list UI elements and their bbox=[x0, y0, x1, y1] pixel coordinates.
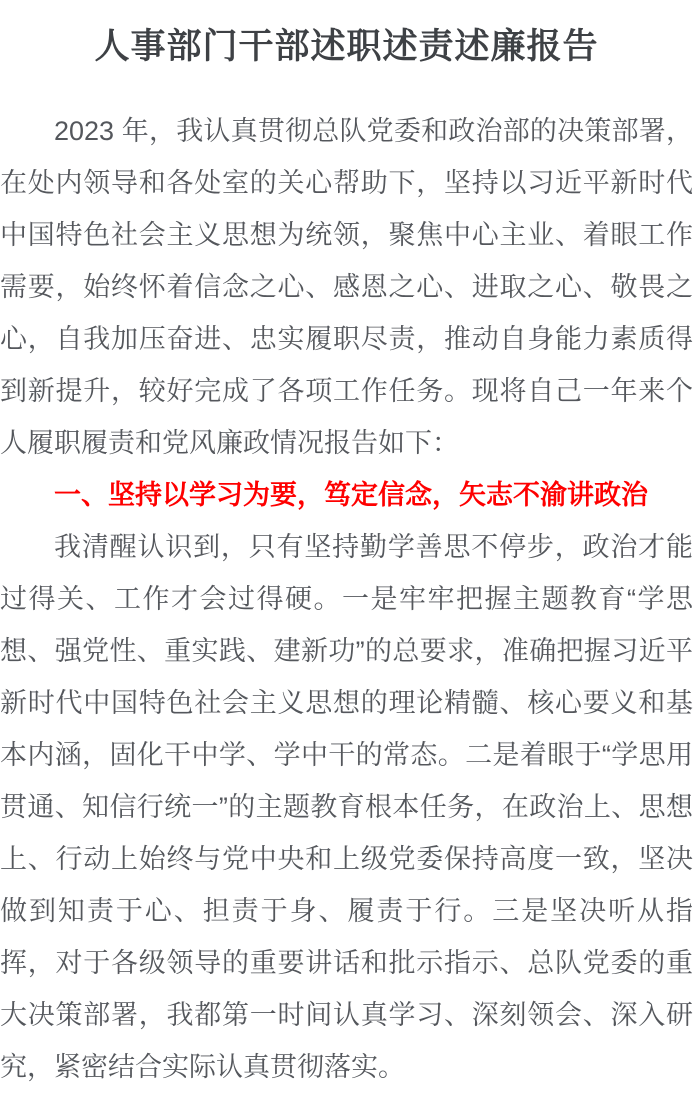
paragraph-intro: 2023 年，我认真贯彻总队党委和政治部的决策部署，在处内领导和各处室的关心帮助下，坚持以习近平新时代中国特色社会主义思想为统领，聚焦中心主业、着眼工作需要，始终怀着信念之心、感恩之心、进取之心、敬畏之心，自我加压奋进、忠实履职尽责，推动自身能力素质得到新提升，较好完成了各项工作任务。现将自己一年来个人履职履责和党风廉政情况报告如下： bbox=[0, 116, 693, 458]
paragraph-section-1-body: 我清醒认识到，只有坚持勤学善思不停步，政治才能过得关、工作才会过得硬。一是牢牢把握主题教育“学思想、强党性、重实践、建新功”的总要求，准确把握习近平新时代中国特色社会主义思想的理论精髓、核心要义和基本内涵，固化干中学、学中干的常态。二是着眼于“学思用贯通、知信行统一”的主题教育根本任务，在政治上、思想上、行动上始终与党中央和上级党委保持高度一致，坚决做到知责于心、担责于身、履责于行。三是坚决听从指挥，对于各级领导的重要讲话和批示指示、总队党委的重大决策部署，我都第一时间认真学习、深刻领会、深入研究，紧密结合实际认真贯彻落实。 bbox=[0, 532, 693, 1082]
section-heading-1: 一、坚持以学习为要，笃定信念，矢志不渝讲政治 bbox=[54, 480, 648, 510]
document-title: 人事部门干部述职述责述廉报告 bbox=[94, 27, 599, 66]
